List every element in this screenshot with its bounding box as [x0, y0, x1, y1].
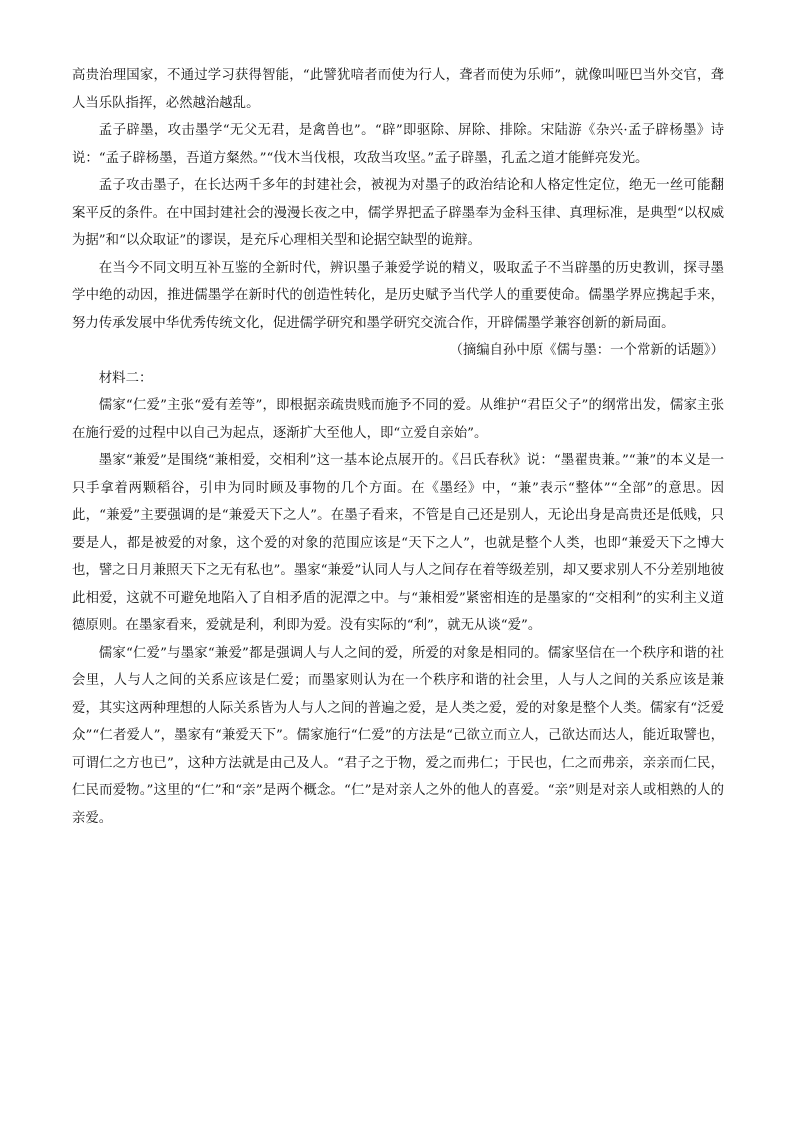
paragraph: 儒家“仁爱”与墨家“兼爱”都是强调人与人之间的爱，所爱的对象是相同的。儒家坚信在一个秩序和谐的社会里，人与人之间的关系应该是仁爱；而墨家则认为在一个秩序和谐的社会里，人与人之间的关系应该是兼爱，其实这两种理想的人际关系皆为人与人之间的普遍之爱，是人类之爱，爱的对象是整个人类。儒家有“泛爱众”“仁者爱人”，墨家有“兼爱天下”。儒家施行“仁爱”的方法是“己欲立而立人，己欲达而达人，能近取譬也，可谓仁之方也已”，这种方法就是由己及人。“君子之于物，爱之而弗仁；于民也，仁之而弗亲，亲亲而仁民，仁民而爱物。”这里的“仁”和“亲”是两个概念。“仁”是对亲人之外的他人的喜爱。“亲”则是对亲人或相熟的人的亲爱。	[72, 645, 724, 826]
paragraph: 在当今不同文明互补互鉴的全新时代，辨识墨子兼爱学说的精义，吸取孟子不当辟墨的历史教训，探寻墨学中绝的动因，推进儒墨学在新时代的创造性转化，是历史赋予当代学人的重要使命。儒墨学界应携起手来，努力传承发展中华优秀传统文化，促进儒学研究和墨学研究交流合作，开辟儒墨学兼容创新的新局面。	[72, 260, 724, 331]
document-page	[72, 62, 724, 832]
paragraph: 孟子攻击墨子，在长达两千多年的封建社会，被视为对墨子的政治结论和人格定性定位，绝无一丝可能翻案平反的条件。在中国封建社会的漫漫长夜之中，儒学界把孟子辟墨奉为金科玉律、真理标准，是典型“以权威为据”和“以众取证”的谬误，是充斥心理相关型和论据空缺型的诡辩。	[72, 178, 724, 248]
paragraph: 高贵治理国家，不通过学习获得智能，“此譬犹喑者而使为行人，聋者而使为乐师”，就像叫哑巴当外交官，聋人当乐队指挥，必然越治越乱。	[72, 68, 724, 111]
paragraph: 儒家“仁爱”主张“爱有差等”，即根据亲疏贵贱而施予不同的爱。从维护“君臣父子”的纲常出发，儒家主张在施行爱的过程中以自己为起点，逐渐扩大至他人，即“立爱自亲始”。	[72, 398, 724, 441]
source-citation: （摘编自孙中原《儒与墨：一个常新的话题》）	[449, 343, 724, 358]
paragraph: 墨家“兼爱”是围绕“兼相爱，交相利”这一基本论点展开的。《吕氏春秋》说：“墨翟贵兼。”“兼”的本义是一只手拿着两颗稻谷，引申为同时顾及事物的几个方面。在《墨经》中，“兼”表示“整体”“全部”的意思。因此，“兼爱”主要强调的是“兼爱天下之人”。在墨子看来，不管是自己还是别人，无论出身是高贵还是低贱，只要是人，都是被爱的对象，这个爱的对象的范围应该是“天下之人”，也就是整个人类，也即“兼爱天下之博大也，譬之日月兼照天下之无有私也”。墨家“兼爱”认同人与人之间存在着等级差别，却又要求别人不分差别地彼此相爱，这就不可避免地陷入了自相矛盾的泥潭之中。与“兼相爱”紧密相连的是墨家的“交相利”的实利主义道德原则。在墨家看来，爱就是利，利即为爱。没有实际的“利”，就无从谈“爱”。	[72, 453, 724, 633]
material-label: 材料二：	[98, 370, 153, 386]
paragraph: 孟子辟墨，攻击墨学“无父无君，是禽兽也”。“辟”即驱除、屏除、排除。宋陆游《杂兴·孟子辟杨墨》诗说：“孟子辟杨墨，吾道方粲然。”“伐木当伐根，攻敌当攻坚。”孟子辟墨，孔孟之道才能鲜亮发光。	[72, 123, 724, 166]
